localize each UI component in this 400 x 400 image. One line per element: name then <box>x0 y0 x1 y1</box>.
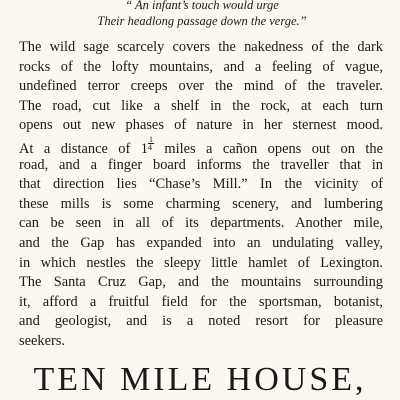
verse-line-2: Their headlong passage down the verge.” <box>97 14 307 28</box>
paragraph-text-segment: At a distance of 1 <box>19 140 148 156</box>
fraction-denominator: 4 <box>147 142 152 152</box>
verse-line-1: “ An infant’s touch would urge <box>125 0 279 12</box>
paragraph-line-with-fraction <box>19 136 383 156</box>
paragraph-text-segment: miles a cañon opens out on the <box>153 140 383 156</box>
paragraph-line: undefined terror creeps over the mind of the traveler. <box>19 78 383 95</box>
paragraph-line: seekers. <box>19 332 65 349</box>
paragraph-line: road, and a finger board informs the traveller that in <box>19 156 383 173</box>
paragraph-line: opens out new phases of nature in her sternest mood. <box>19 117 383 134</box>
paragraph-line: The wild sage scarcely covers the nakedness of the dark <box>19 39 383 55</box>
section-heading: TEN MILE HOUSE, <box>33 361 367 398</box>
paragraph-line: The road, cut like a shelf in the rock, at each turn <box>19 97 383 114</box>
paragraph-line: these mills is some charming scenery, and lumbering <box>19 195 383 212</box>
body-paragraph <box>19 38 383 352</box>
paragraph-line: can be seen in all of its departments. Another mile, <box>19 215 383 232</box>
paragraph-line: and the Gap has expanded into an undulating valley, <box>19 234 383 251</box>
paragraph-line: it, afford a fruitful field for the sportsman, botanist, <box>19 293 383 310</box>
paragraph-line: rocks of the lofty mountains, and a feeling of vague, <box>19 58 383 75</box>
paragraph-line: in which nestles the sleepy little hamlet of Lexington. <box>19 254 383 271</box>
paragraph-line: that direction lies “Chase’s Mill.” In the vicinity of <box>19 176 383 193</box>
paragraph-line: The Santa Cruz Gap, and the mountains surrounding <box>19 274 383 291</box>
paragraph-line: and geologist, and is a noted resort for pleasure <box>19 313 383 330</box>
fraction-numerator: 1 <box>148 135 153 144</box>
